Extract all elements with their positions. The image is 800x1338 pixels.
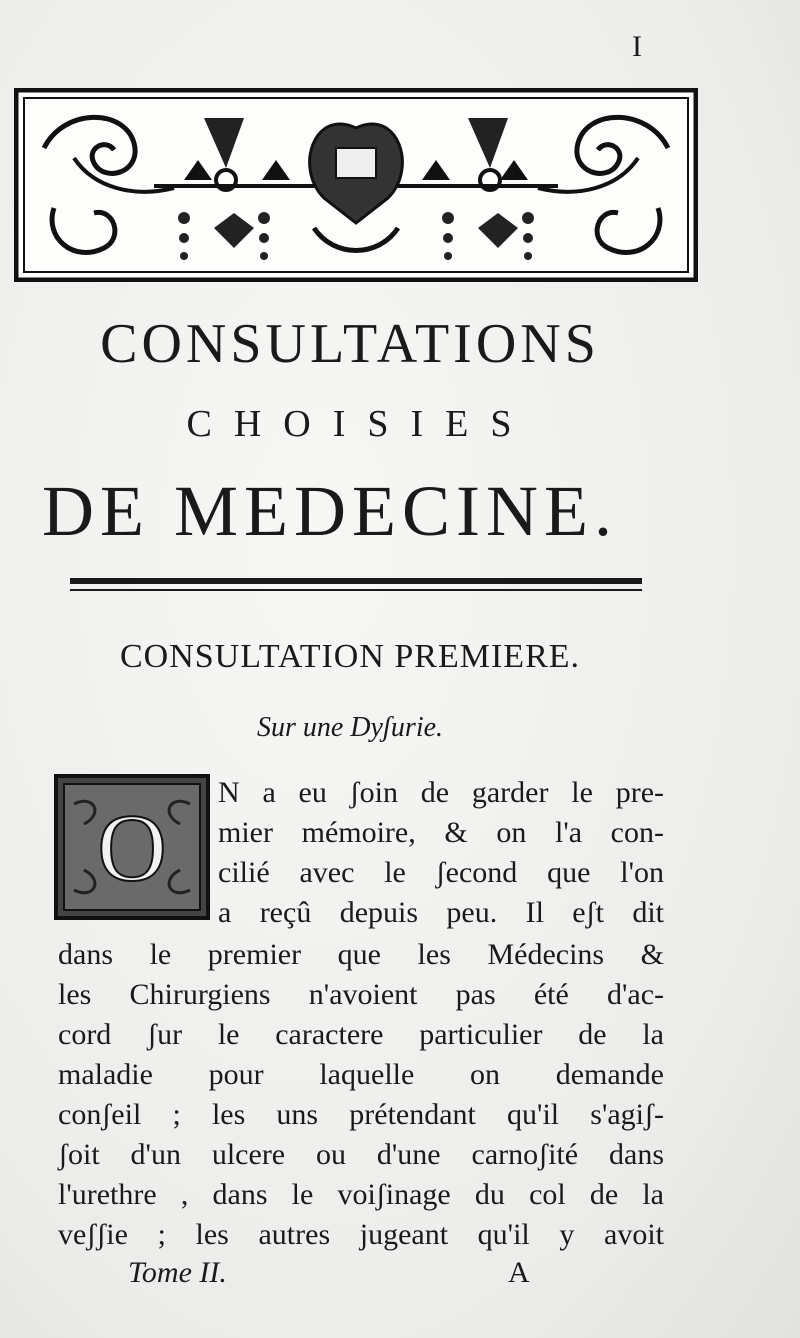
drop-cap-ornament xyxy=(54,774,210,920)
double-rule-thick xyxy=(70,578,642,584)
volume-mark: Tome II. xyxy=(128,1256,227,1289)
headpiece-ornament xyxy=(14,88,698,282)
signature-mark: A xyxy=(508,1256,530,1289)
page-number: I xyxy=(632,30,642,63)
body-line: conʃeil ; les uns prétendant qu'il s'agiʃ- xyxy=(58,1098,664,1131)
drop-cap-letter: O xyxy=(97,794,167,901)
body-line: cord ʃur le caractere particulier de la xyxy=(58,1018,664,1051)
title-line-3: DE MEDECINE. xyxy=(42,471,618,551)
body-line: veʃʃie ; les autres jugeant qu'il y avoit xyxy=(58,1218,664,1251)
title-line-1: CONSULTATIONS xyxy=(100,313,600,375)
body-line: maladie pour laquelle on demande xyxy=(58,1058,664,1091)
body-line: a reçû depuis peu. Il eʃt dit xyxy=(218,896,664,929)
double-rule-thin xyxy=(70,589,642,591)
title-line-2: CHOISIES xyxy=(186,403,534,445)
body-line: mier mémoire, & on l'a con- xyxy=(218,816,664,849)
section-subheading: Sur une Dyʃurie. xyxy=(256,712,444,743)
body-line: cilié avec le ʃecond que l'on xyxy=(218,856,664,889)
body-line: les Chirurgiens n'avoient pas été d'ac- xyxy=(58,978,664,1011)
body-line: l'urethre , dans le voiʃinage du col de la xyxy=(58,1178,664,1211)
body-line: N a eu ʃoin de garder le pre- xyxy=(218,776,664,809)
body-line: dans le premier que les Médecins & xyxy=(58,938,664,971)
body-line: ʃoit d'un ulcere ou d'une carnoʃité dans xyxy=(58,1138,664,1171)
section-heading: CONSULTATION PREMIERE. xyxy=(119,638,581,675)
